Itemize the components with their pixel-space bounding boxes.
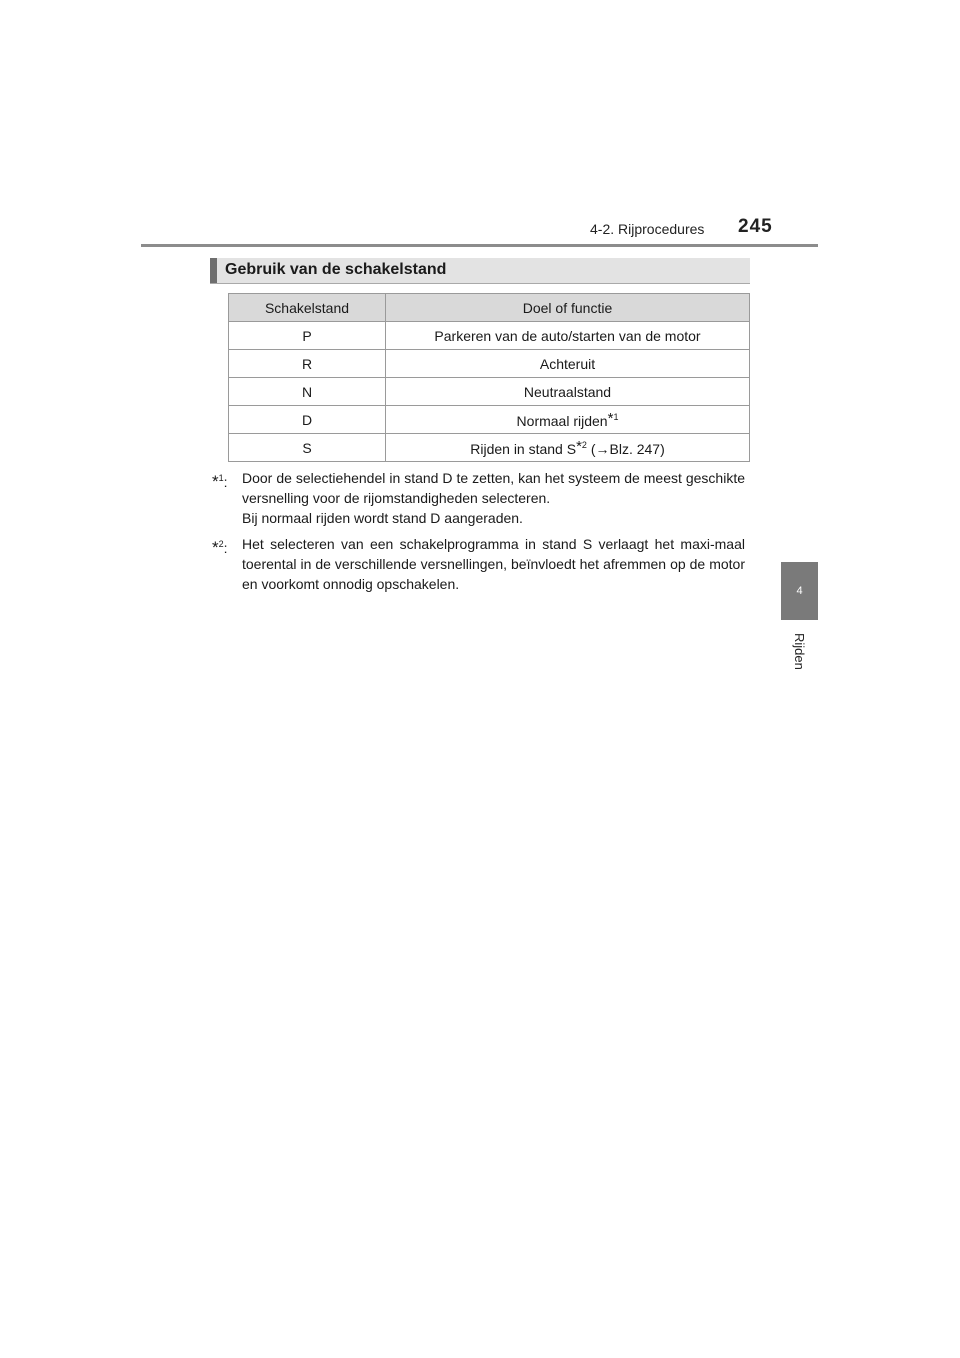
header-divider [141, 244, 818, 247]
footnote-reference [576, 438, 587, 455]
footnote-reference [607, 410, 619, 427]
footnote-asterisk: * [212, 472, 219, 491]
footnote-marker: *$^1$: [212, 472, 228, 491]
footnote-body [242, 534, 745, 594]
footnote-ref-number: 1 [613, 412, 619, 422]
table-header-row [229, 294, 750, 322]
table-row [229, 406, 750, 434]
chapter-tab [781, 562, 818, 620]
section-heading-title: Gebruik van de schakelstand [225, 261, 447, 278]
table-cell-function: Achteruit [386, 350, 750, 378]
table-cell-position: D [229, 406, 386, 434]
footnote-asterisk: * [576, 438, 582, 455]
function-text: Normaal rijden [516, 413, 608, 429]
table-cell-position: R [229, 350, 386, 378]
footnote-number: 1 [218, 473, 224, 483]
table-row [229, 378, 750, 406]
footnote-asterisk: * [212, 538, 219, 557]
table-cell-position: N [229, 378, 386, 406]
shift-position-table [228, 293, 750, 462]
section-heading [210, 258, 750, 284]
chapter-label-box [781, 626, 818, 676]
table-cell-position: P [229, 322, 386, 350]
footnote-number: 2 [218, 539, 224, 549]
footnote-marker: *$^2$: [212, 538, 228, 557]
page-cross-reference: (→Blz. 247) [590, 441, 665, 457]
table-cell-function [386, 434, 750, 462]
footnote-body [242, 468, 745, 528]
footnotes [212, 468, 745, 600]
footnote-ref-number: 2 [581, 440, 587, 450]
header-section-title: 4-2. Rijprocedures [590, 221, 705, 237]
footnote-2 [212, 534, 745, 594]
footnote-asterisk: * [607, 410, 614, 427]
table-cell-function: Parkeren van de auto/starten van de motor [386, 322, 750, 350]
table-header-cell: Doel of functie [386, 294, 750, 322]
function-text: Rijden in stand S [470, 441, 577, 457]
table-cell-function: Neutraalstand [386, 378, 750, 406]
chapter-number: 4 [796, 585, 803, 597]
table-header-cell: Schakelstand [229, 294, 386, 322]
footnote-text: Bij normaal rijden wordt stand D aangeraden. [242, 510, 523, 526]
table-cell-function [386, 406, 750, 434]
table-row [229, 350, 750, 378]
section-heading-accent [210, 258, 217, 283]
table-cell-position: S [229, 434, 386, 462]
chapter-label: Rijden [792, 632, 807, 670]
footnote-1 [212, 468, 745, 528]
footnote-text: Het selecteren van een schakelprogramma in stand S verlaagt het maxi-maal toerental in de verschillende versnellingen, beïnvloedt het afremmen op de motor en voorkomt onnodig opschakelen. [242, 536, 745, 592]
table-row [229, 322, 750, 350]
footnote-text: Door de selectiehendel in stand D te zetten, kan het systeem de meest geschikte versnelling voor de rijomstandigheden selecteren. [242, 470, 745, 506]
table-row [229, 434, 750, 462]
page-number: 245 [738, 216, 773, 237]
